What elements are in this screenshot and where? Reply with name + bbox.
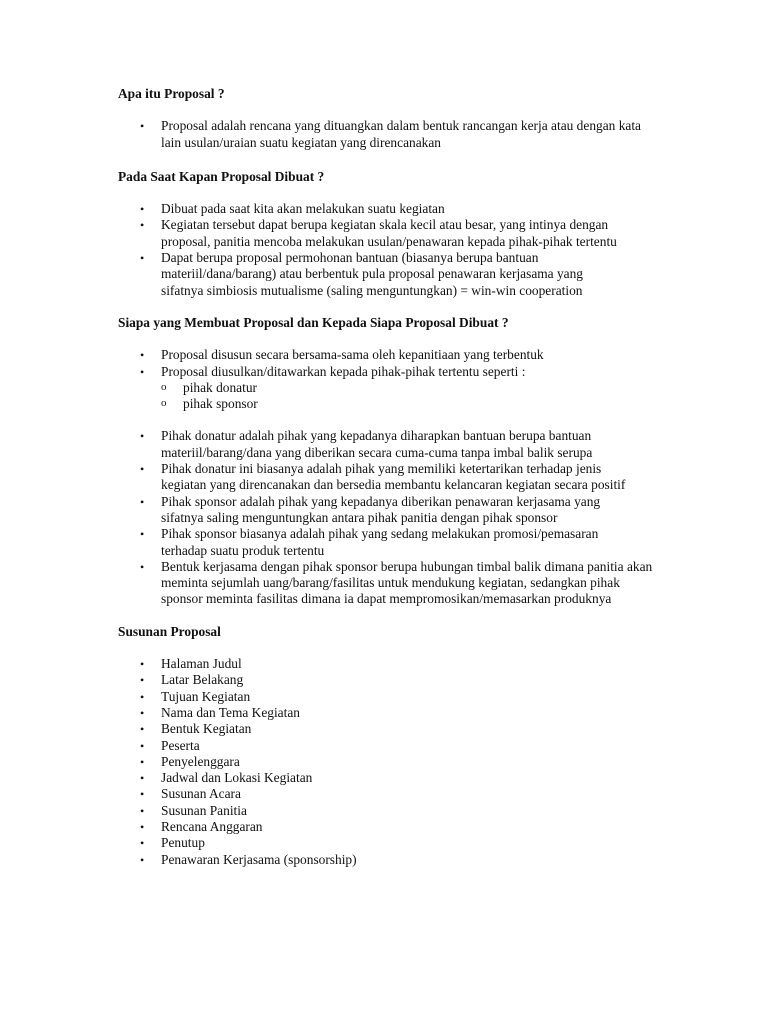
section-heading-siapa: Siapa yang Membuat Proposal dan Kepada Siapa Proposal Dibuat ?	[118, 314, 509, 330]
list-item: • Penyelenggara	[118, 754, 708, 770]
list-item: • Nama dan Tema Kegiatan	[118, 705, 708, 721]
section-heading-apa-itu: Apa itu Proposal ?	[118, 86, 225, 101]
list-item: • Proposal disusun secara bersama-sama oleh kepanitiaan yang terbentuk	[118, 347, 708, 363]
list-item: • Pihak sponsor adalah pihak yang kepadanya diberikan penawaran kerjasama yang sifatnya saling menguntungkan antara pihak panitia dengan pihak sponsor	[118, 494, 636, 527]
list-item: • Penutup	[118, 835, 708, 851]
list-item: • Kegiatan tersebut dapat berupa kegiatan skala kecil atau besar, yang intinya dengan proposal, panitia mencoba melakukan usulan/penawaran kepada pihak-pihak tertentu	[118, 217, 651, 250]
sub-list-item: o pihak donatur	[140, 380, 708, 396]
section-heading-susunan: Susunan Proposal	[118, 623, 221, 639]
sub-list-item: o pihak sponsor	[140, 396, 708, 412]
bullet-list-susunan	[118, 656, 708, 868]
list-item: • Bentuk Kegiatan	[118, 721, 708, 737]
list-item: • Pihak donatur ini biasanya adalah pihak yang memiliki ketertarikan terhadap jenis kegiatan yang direncanakan dan bersedia membantu kelancaran kegiatan secara positif	[118, 461, 631, 494]
bullet-list-definition	[118, 118, 708, 151]
list-item: • Tujuan Kegiatan	[118, 689, 708, 705]
sub-list-pihak	[140, 380, 708, 413]
section-heading-kapan: Pada Saat Kapan Proposal Dibuat ?	[118, 168, 325, 184]
bullet-list-pihak-detail	[118, 428, 708, 607]
list-item: • Bentuk kerjasama dengan pihak sponsor berupa hubungan timbal balik dimana panitia akan meminta sejumlah uang/barang/fasilitas untuk mendukung kegiatan, sedangkan pihak sponsor meminta fasilitas dimana ia dapat mempromosikan/memasarkan produknya	[118, 559, 657, 608]
bullet-list-kapan	[118, 201, 708, 299]
list-item: • Peserta	[118, 738, 708, 754]
list-item: • Rencana Anggaran	[118, 819, 708, 835]
list-item: • Susunan Panitia	[118, 803, 708, 819]
list-item: • Dapat berupa proposal permohonan bantuan (biasanya berupa bantuan materiil/dana/barang) atau berbentuk pula proposal penawaran kerjasama yang sifatnya simbiosis mutualisme (saling menguntungkan) = win-win cooperation	[118, 250, 623, 299]
list-item: • Proposal diusulkan/ditawarkan kepada pihak-pihak tertentu seperti :	[118, 364, 708, 380]
list-item: • Penawaran Kerjasama (sponsorship)	[118, 852, 708, 868]
list-item: • Halaman Judul	[118, 656, 708, 672]
list-item: • Dibuat pada saat kita akan melakukan suatu kegiatan	[118, 201, 708, 217]
list-item: • Latar Belakang	[118, 672, 708, 688]
list-item: • Pihak donatur adalah pihak yang kepadanya diharapkan bantuan berupa bantuan materiil/barang/dana yang diberikan secara cuma-cuma tanpa imbal balik serupa	[118, 428, 621, 461]
list-item: • Susunan Acara	[118, 786, 708, 802]
list-item: • Pihak sponsor biasanya adalah pihak yang sedang melakukan promosi/pemasaran terhadap suatu produk tertentu	[118, 526, 636, 559]
list-item: • Proposal adalah rencana yang dituangkan dalam bentuk rancangan kerja atau dengan kata lain usulan/uraian suatu kegiatan yang direncanakan	[118, 118, 651, 151]
list-item: • Jadwal dan Lokasi Kegiatan	[118, 770, 708, 786]
bullet-list-siapa	[118, 347, 708, 380]
